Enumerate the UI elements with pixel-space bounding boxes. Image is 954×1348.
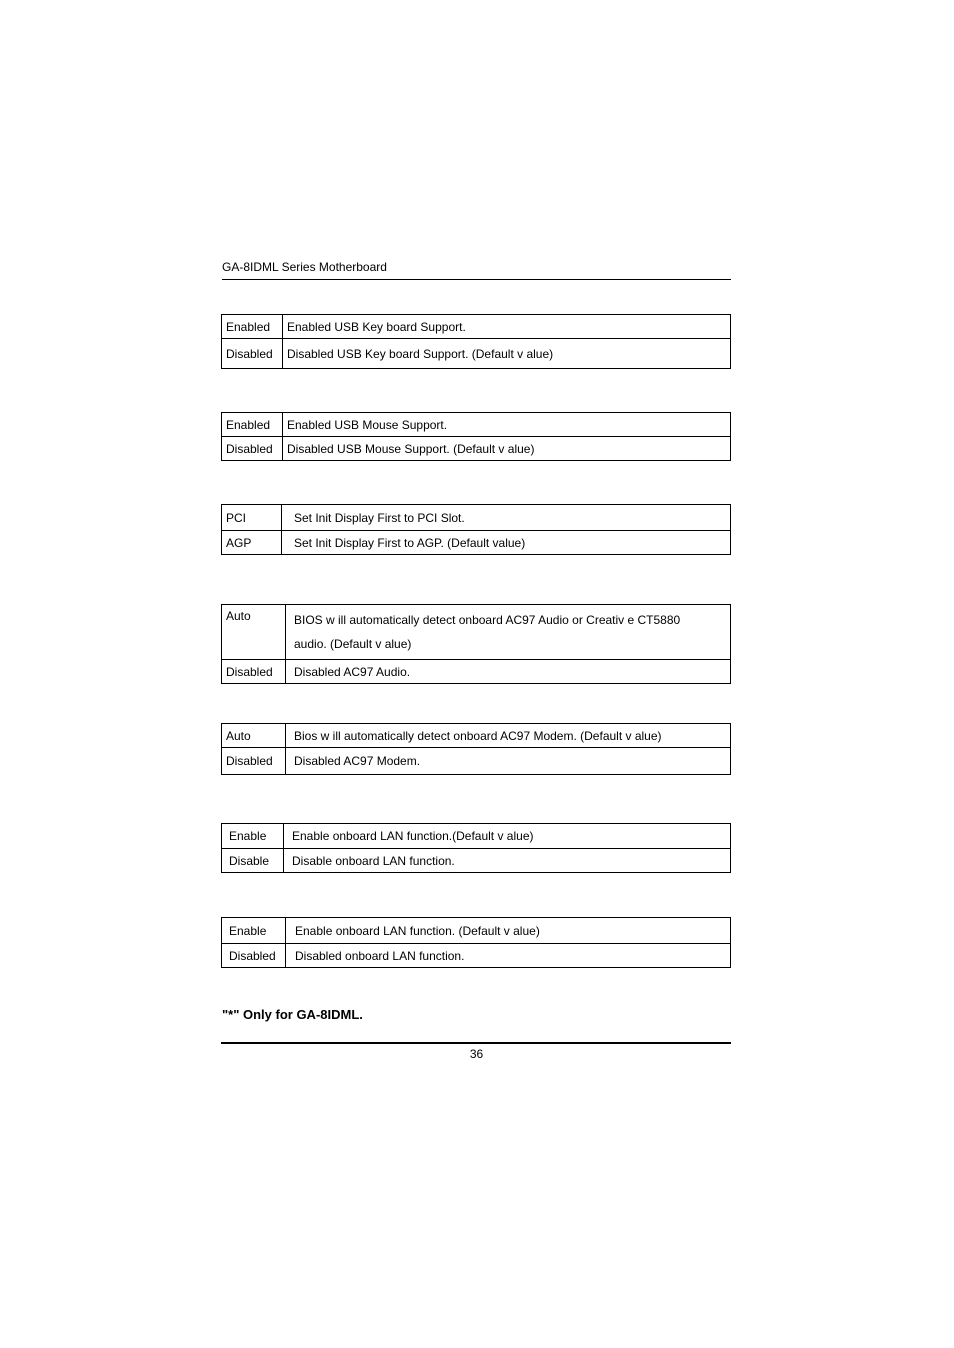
description-cell: Set Init Display First to AGP. (Default value)	[282, 531, 731, 555]
option-cell	[222, 605, 286, 660]
option-cell: Disabled	[222, 339, 283, 369]
description-cell: Enabled USB Key board Support.	[283, 315, 731, 339]
table-row	[222, 413, 731, 437]
description-cell: Disabled AC97 Audio.	[286, 660, 731, 684]
onboard-lan-2-options-table	[221, 917, 731, 968]
option-cell: AGP	[222, 531, 282, 555]
table-row	[222, 748, 731, 775]
table-row	[222, 849, 731, 873]
page-number: 36	[469, 1047, 484, 1061]
ac97-audio-options-table	[221, 604, 731, 684]
ac97-modem-options-table	[221, 723, 731, 775]
init-display-options-table	[221, 504, 731, 555]
option-cell: PCI	[222, 505, 282, 531]
table-row	[222, 724, 731, 748]
table-row	[222, 437, 731, 461]
description-cell: Enable onboard LAN function. (Default v alue)	[286, 918, 731, 944]
table-row	[222, 824, 731, 849]
description-cell: Disable onboard LAN function.	[284, 849, 731, 873]
table-row	[222, 339, 731, 369]
option-cell: Disabled	[222, 437, 283, 461]
description-cell: Disabled USB Key board Support. (Default v alue)	[283, 339, 731, 369]
option-cell: Disabled	[222, 944, 286, 968]
usb-mouse-options-table	[221, 412, 731, 461]
table-row	[222, 315, 731, 339]
footnote: "*" Only for GA-8IDML.	[222, 1007, 363, 1022]
description-cell: Disabled onboard LAN function.	[286, 944, 731, 968]
onboard-lan-options-table	[221, 823, 731, 873]
description-cell: Disabled USB Mouse Support. (Default v alue)	[283, 437, 731, 461]
description-cell: Enabled USB Mouse Support.	[283, 413, 731, 437]
table-row	[222, 505, 731, 531]
description-cell: Set Init Display First to PCI Slot.	[282, 505, 731, 531]
header-title: GA-8IDML Series Motherboard	[222, 260, 387, 274]
usb-keyboard-options-table	[221, 314, 731, 369]
option-cell: Auto	[222, 724, 286, 748]
option-cell: Enabled	[222, 413, 283, 437]
option-cell: Enabled	[222, 315, 283, 339]
option-cell: Enable	[222, 824, 284, 849]
description-line: audio. (Default v alue)	[294, 637, 412, 651]
description-cell: Disabled AC97 Modem.	[286, 748, 731, 775]
footer-divider	[221, 1042, 731, 1044]
page-header	[222, 260, 731, 280]
table-row	[222, 605, 731, 660]
description-cell	[286, 605, 731, 660]
table-row	[222, 944, 731, 968]
description-cell: Enable onboard LAN function.(Default v alue)	[284, 824, 731, 849]
option-cell: Disabled	[222, 748, 286, 775]
option-label: Auto	[226, 609, 251, 623]
table-row	[222, 660, 731, 684]
table-row	[222, 918, 731, 944]
option-cell: Disabled	[222, 660, 286, 684]
option-cell: Disable	[222, 849, 284, 873]
description-line: BIOS w ill automatically detect onboard AC97 Audio or Creativ e CT5880	[294, 613, 681, 627]
option-cell: Enable	[222, 918, 286, 944]
description-cell: Bios w ill automatically detect onboard AC97 Modem. (Default v alue)	[286, 724, 731, 748]
table-row	[222, 531, 731, 555]
